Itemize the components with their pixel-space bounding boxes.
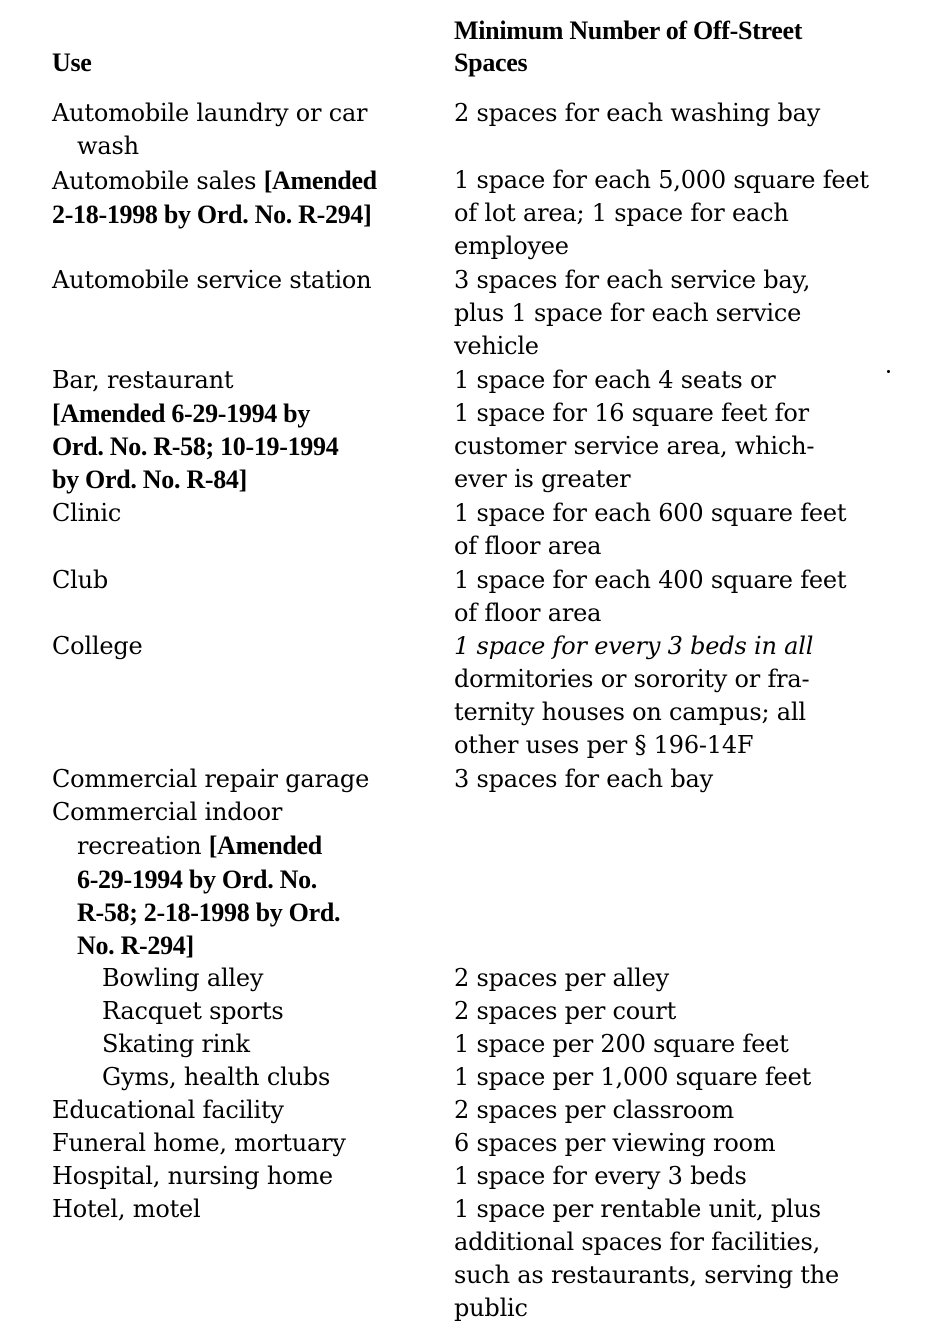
min-spaces-cell: 1 space per 1,000 square feet bbox=[454, 1063, 812, 1091]
use-cell: Automobile laundry or car wash bbox=[52, 99, 368, 161]
use-cell: Bowling alley bbox=[102, 964, 264, 992]
min-spaces-cell: 1 space for each 5,000 square feet of lot area; 1 space for each employee bbox=[454, 166, 869, 261]
use-cell: Bar, restaurant [Amended 6-29-1994 by Ord. No. R-58; 10-19-1994 by Ord. No. R-84] bbox=[52, 364, 442, 496]
amendment-note: 6-29-1994 by Ord. No. bbox=[77, 865, 317, 895]
min-spaces-cell: 1 space for each 400 square feet of floor area bbox=[454, 566, 847, 628]
use-cell: Hotel, motel bbox=[52, 1195, 201, 1223]
min-spaces-cell: 1 space for each 600 square feet of floor area bbox=[454, 499, 847, 561]
min-spaces-cell: 2 spaces for each washing bay bbox=[454, 99, 821, 127]
header-min-line2: Spaces bbox=[454, 48, 528, 77]
min-spaces-cell: 1 space for every 3 beds in all dormitories or sorority or fra- ternity houses on campus; all other uses per § 196-14F bbox=[454, 632, 814, 760]
min-spaces-cell: 1 space per rentable unit, plus additional spaces for facilities, such as restaurants, serving the public bbox=[454, 1195, 839, 1323]
use-cell: Hospital, nursing home bbox=[52, 1162, 333, 1190]
amendment-note: [Amended bbox=[263, 166, 377, 195]
amendment-note: R-58; 2-18-1998 by Ord. bbox=[77, 898, 341, 928]
amendment-note: [Amended bbox=[208, 831, 322, 861]
min-spaces-cell: 6 spaces per viewing room bbox=[454, 1129, 776, 1157]
min-spaces-cell: 2 spaces per classroom bbox=[454, 1096, 734, 1124]
use-cell: Educational facility bbox=[52, 1096, 284, 1124]
amendment-note: Ord. No. R-58; 10-19-1994 bbox=[52, 432, 339, 462]
min-spaces-cell: 2 spaces per alley bbox=[454, 964, 669, 992]
use-cell: Club bbox=[52, 566, 109, 594]
use-cell: Clinic bbox=[52, 499, 122, 527]
column-header-minimum-spaces bbox=[454, 15, 914, 79]
min-spaces-cell: 3 spaces for each service bay, plus 1 space for each service vehicle bbox=[454, 266, 811, 361]
use-cell: Commercial repair garage bbox=[52, 765, 370, 793]
scan-speck bbox=[887, 370, 890, 373]
min-spaces-cell: 2 spaces per court bbox=[454, 997, 677, 1025]
use-cell: College bbox=[52, 632, 143, 660]
use-cell: Commercial indoor recreation [Amended 6-29-1994 by Ord. No. R-58; 2-18-1998 by Ord. No. R-294] bbox=[52, 796, 442, 962]
amendment-note: 2-18-1998 by Ord. No. R-294] bbox=[52, 200, 372, 230]
min-spaces-cell: 1 space per 200 square feet bbox=[454, 1030, 789, 1058]
use-cell: Racquet sports bbox=[102, 997, 284, 1025]
min-spaces-cell: 3 spaces for each bay bbox=[454, 765, 713, 793]
header-min-line1: Minimum Number of Off-Street bbox=[454, 16, 803, 45]
amendment-note: [Amended 6-29-1994 by bbox=[52, 399, 311, 429]
amendment-note: by Ord. No. R-84] bbox=[52, 465, 247, 495]
min-spaces-cell: 1 space for each 4 seats or 1 space for 16 square feet for customer service area, which- ever is greater bbox=[454, 366, 815, 494]
min-spaces-cell: 1 space for every 3 beds bbox=[454, 1162, 747, 1190]
use-cell: Automobile sales [Amended 2-18-1998 by Ord. No. R-294] bbox=[52, 164, 442, 231]
use-cell: Gyms, health clubs bbox=[102, 1063, 331, 1091]
use-cell: Automobile service station bbox=[52, 266, 372, 294]
column-header-use: Use bbox=[52, 48, 92, 77]
use-cell: Skating rink bbox=[102, 1030, 250, 1058]
amendment-note: No. R-294] bbox=[77, 931, 194, 961]
use-cell: Funeral home, mortuary bbox=[52, 1129, 346, 1157]
